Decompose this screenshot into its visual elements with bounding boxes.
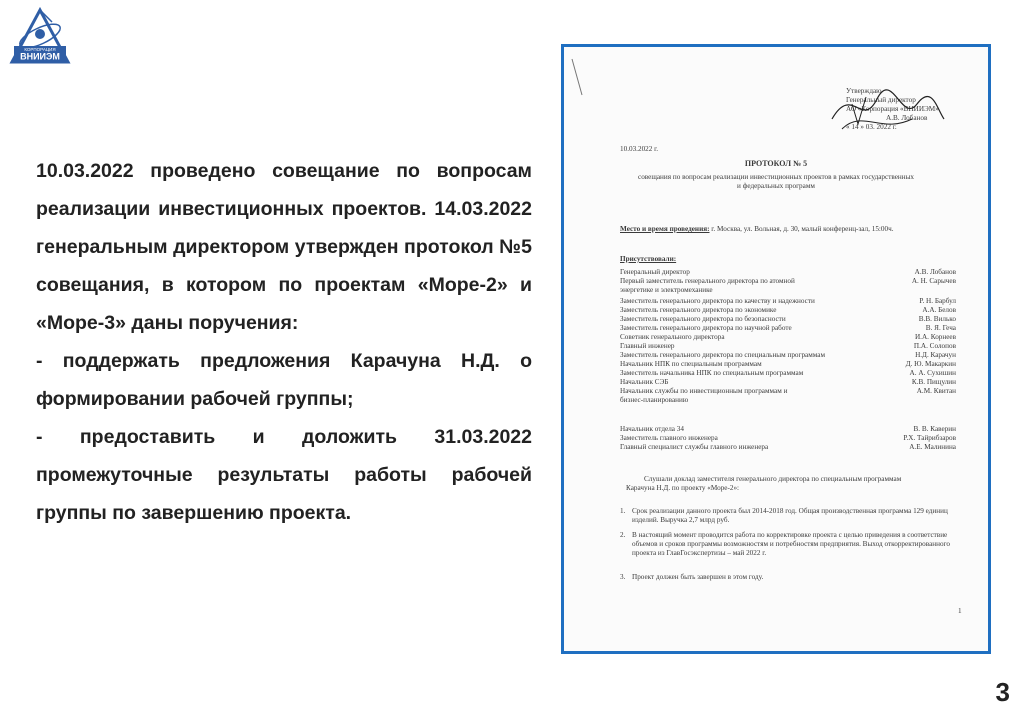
attendee-row (620, 387, 956, 396)
main-text (36, 152, 532, 532)
list-item-number: 3. (620, 573, 626, 581)
attendee-row (620, 297, 956, 306)
attendee-name: К.В. Пищулин (911, 378, 956, 386)
attendee-role: Начальник отдела 34 (620, 425, 684, 433)
attendee-role: Первый заместитель генерального директора по атомной (620, 277, 795, 285)
approval-line-4: А.В. Лобанов (886, 114, 928, 122)
protocol-title: ПРОТОКОЛ № 5 (744, 159, 808, 168)
protocol-subtitle-2: и федеральных программ (737, 182, 815, 190)
attendee-name: А.А. Белов (922, 306, 956, 314)
attendee-name: И.А. Корнеев (914, 333, 956, 341)
attendee-role: бизнес-планированию (620, 396, 689, 404)
approval-line-3: АО «Корпорация «ВНИИЭМ» (846, 105, 939, 113)
attendee-row (620, 277, 956, 286)
attendee-row (620, 443, 956, 452)
heard-line-2: Карачуна Н.Д. по проекту «Море-2»: (626, 484, 740, 492)
attendee-row (620, 286, 956, 295)
heard-line-1: Слушали доклад заместителя генерального директора по специальным программам (644, 475, 902, 483)
place-label: Место и время проведения: (620, 225, 710, 233)
signature-image (822, 79, 952, 143)
attendee-row (620, 268, 956, 277)
attendee-name: А. Н. Сарычев (911, 277, 956, 285)
page-fold-mark (570, 57, 584, 97)
attendee-role: Советник генерального директора (620, 333, 725, 341)
attendee-role: энергетике и электромеханике (620, 286, 713, 294)
attendee-role: Заместитель генерального директора по специальным программам (620, 351, 826, 359)
protocol-date: 10.03.2022 г. (620, 145, 659, 153)
attendee-role: Заместитель начальника НПК по специальным программам (620, 369, 804, 377)
attendee-row (620, 378, 956, 387)
attendee-row (620, 315, 956, 324)
svg-text:ВНИИЭМ: ВНИИЭМ (20, 51, 60, 62)
attendee-row (620, 342, 956, 351)
list-item-text: Проект должен быть завершен в этом году. (632, 573, 764, 581)
attendee-role: Генеральный директор (620, 268, 690, 276)
attendee-role: Главный инженер (620, 342, 675, 350)
attendee-name: Р. Н. Барбул (919, 297, 956, 305)
attendee-row (620, 369, 956, 378)
attendee-role: Начальник НПК по специальным программам (620, 360, 762, 368)
attendee-name: А.В. Лобанов (914, 268, 956, 276)
main-paragraph-3: - предоставить и доложить 31.03.2022 промежуточные результаты работы рабочей группы по завершению проекта. (36, 426, 532, 524)
attendee-name: Н.Д. Карачун (915, 351, 956, 359)
main-paragraph-1: 10.03.2022 проведено совещание по вопросам реализации инвестиционных проектов. 14.03.2022 генеральным директором утвержден протокол №5 совещания, в котором по проектам «Море-2» и «Море-3» даны поручения: (36, 160, 532, 334)
protocol-document (564, 47, 988, 651)
attendee-role: Заместитель генерального директора по безопасности (620, 315, 786, 323)
attendee-role: Заместитель генерального директора по экономике (620, 306, 777, 314)
approval-line-1: Утверждаю (846, 87, 882, 95)
attendee-row (620, 333, 956, 342)
attendee-name: В.В. Вилько (918, 315, 956, 323)
attendee-role: Главный специалист службы главного инженера (620, 443, 769, 451)
attendee-name: А.Е. Малинина (909, 443, 956, 451)
attendee-row (620, 425, 956, 434)
list-item-number: 2. (620, 531, 626, 539)
company-logo-icon (8, 6, 72, 66)
protocol-subtitle-1: совещания по вопросам реализации инвестиционных проектов в рамках государственных (638, 173, 914, 181)
attendee-role: Заместитель генерального директора по научной работе (620, 324, 792, 332)
attendee-name: А. А. Сухишин (909, 369, 956, 377)
list-item-text: В настоящий момент проводится работа по корректировке проекта с целью приведения в соответствие объемов и сроков программы возможностям и потребностям предприятия. Выход откорректированного проекта из ГлавГосэкспертизы – май 2022 г. (632, 531, 950, 557)
attendee-name: В. Я. Геча (925, 324, 956, 332)
place-value: г. Москва, ул. Вольная, д. 30, малый конференц-зал, 15:00ч. (711, 225, 894, 233)
list-item-number: 1. (620, 507, 626, 515)
attendee-name: Р.Х. Тайрибзаров (903, 434, 956, 442)
attendee-name: П.А. Солопов (913, 342, 956, 350)
approval-line-2: Генеральный директор (846, 96, 916, 104)
attendee-name: А.М. Квитан (916, 387, 956, 395)
protocol-document-frame (561, 44, 991, 654)
document-page-number: 1 (958, 607, 962, 615)
attendee-row (620, 306, 956, 315)
main-paragraph-2: - поддержать предложения Карачуна Н.Д. о формировании рабочей группы; (36, 350, 532, 410)
attendee-row (620, 351, 956, 360)
attendee-row (620, 360, 956, 369)
attendee-row (620, 434, 956, 443)
svg-text:КОРПОРАЦИЯ: КОРПОРАЦИЯ (24, 47, 56, 52)
company-logo (8, 6, 72, 66)
attendee-role: Начальник службы по инвестиционным программам и (620, 387, 788, 395)
list-item-text: Срок реализации данного проекта был 2014-2018 год. Общая производственная программа 129 единиц изделий. Выручка 2,7 млрд руб. (632, 507, 948, 524)
attendee-role: Заместитель главного инженера (620, 434, 718, 442)
attendee-row (620, 324, 956, 333)
attendee-row (620, 396, 956, 405)
slide-number: 3 (995, 677, 1010, 707)
attendee-name: В. В. Каверин (913, 425, 956, 433)
attendee-role: Заместитель генерального директора по качеству и надежности (620, 297, 815, 305)
attendee-name: Д. Ю. Макаркин (905, 360, 956, 368)
place-line (620, 225, 894, 234)
approval-line-5: « 14 » 03. 2022 г. (846, 123, 897, 131)
present-label: Присутствовали: (620, 255, 677, 263)
attendee-role: Начальник СЭБ (620, 378, 669, 386)
